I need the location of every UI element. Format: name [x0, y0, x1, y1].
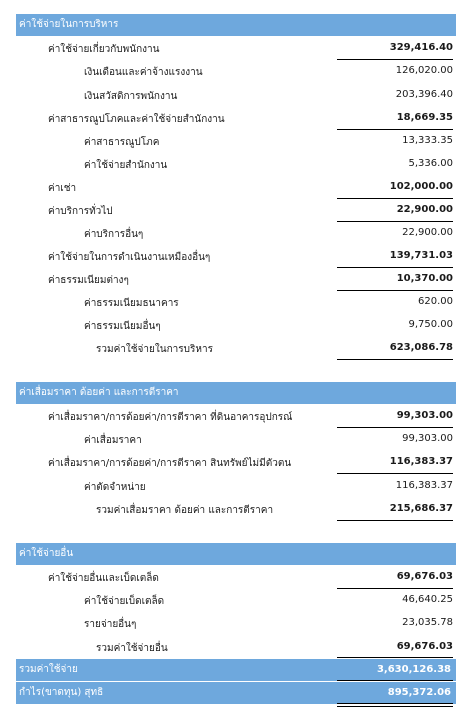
row-amount: 99,303.00 [402, 433, 453, 444]
row-misc [16, 566, 456, 589]
row-depreciation [16, 428, 456, 451]
row-salary [16, 60, 456, 83]
row-amount: 18,669.35 [396, 112, 453, 123]
row-amount: 46,640.25 [402, 594, 453, 605]
row-rent [16, 176, 456, 199]
net-profit-row [16, 682, 456, 704]
row-amount: 69,676.03 [396, 571, 453, 582]
row-amount: 139,731.03 [389, 250, 453, 261]
row-label: รวมค่าใช้จ่ายอื่น [96, 643, 168, 654]
row-label: ค่าธรรมเนียมต่างๆ [48, 275, 129, 286]
row-amount: 3,630,126.38 [376, 664, 451, 675]
row-general-service [16, 199, 456, 222]
section-header-admin [16, 14, 456, 36]
row-amount: 102,000.00 [389, 181, 453, 192]
row-label: เงินสวัสดิการพนักงาน [84, 91, 178, 102]
row-amount: 895,372.06 [387, 687, 451, 698]
row-label: ค่าสาธารณูปโภคและค่าใช้จ่ายสำนักงาน [48, 114, 225, 125]
row-label: ค่าธรรมเนียมอื่นๆ [84, 321, 161, 332]
row-misc-expense [16, 589, 456, 612]
row-label: ค่าเสื่อมราคา/การด้อยค่า/การตีราคา สินทรัพย์ไม่มีตัวตน [48, 458, 292, 469]
row-utilities-office [16, 107, 456, 130]
row-ppe-depreciation [16, 405, 456, 428]
row-amount: 9,750.00 [408, 319, 453, 330]
row-label: ค่าเสื่อมราคา/การด้อยค่า/การตีราคา ที่ดินอาคารอุปกรณ์ [48, 412, 293, 423]
row-other-operating [16, 245, 456, 268]
row-amount: 69,676.03 [396, 641, 453, 652]
row-amount: 22,900.00 [402, 227, 453, 238]
row-amount: 5,336.00 [408, 158, 453, 169]
row-label: เงินเดือนและค่าจ้างแรงงาน [84, 67, 203, 78]
row-label: ค่าบริการอื่นๆ [84, 229, 144, 240]
row-amortization [16, 475, 456, 498]
row-label: ค่าเช่า [48, 183, 77, 194]
row-other-total [16, 636, 456, 659]
row-other-fees [16, 314, 456, 337]
row-label: ค่าใช้จ่ายสำนักงาน [84, 160, 168, 171]
row-amount: 99,303.00 [396, 410, 453, 421]
section-title: ค่าเสื่อมราคา ด้อยค่า และการตีราคา [19, 387, 179, 398]
row-amount: 623,086.78 [389, 342, 453, 353]
row-other-service [16, 222, 456, 245]
row-label: ค่าสาธารณูปโภค [84, 137, 160, 148]
row-label: ค่าตัดจำหน่าย [84, 482, 146, 493]
row-label: ค่าใช้จ่ายเกี่ยวกับพนักงาน [48, 44, 160, 55]
row-intangible [16, 451, 456, 474]
row-fees [16, 268, 456, 291]
row-amount: 23,035.78 [402, 617, 453, 628]
row-amount: 215,686.37 [389, 503, 453, 514]
row-label: กำไร(ขาดทุน) สุทธิ [19, 687, 104, 698]
row-amount: 116,383.37 [389, 456, 453, 467]
section-header-depreciation [16, 382, 456, 404]
row-amount: 203,396.40 [395, 89, 453, 100]
row-label: ค่าใช้จ่ายเบ็ดเตล็ด [84, 596, 165, 607]
row-amount: 329,416.40 [389, 42, 453, 53]
row-label: รวมค่าใช้จ่ายในการบริหาร [96, 344, 213, 355]
total-expense-row [16, 659, 456, 681]
row-bank-fees [16, 291, 456, 314]
row-label: ค่าเสื่อมราคา [84, 435, 142, 446]
row-amount: 126,020.00 [395, 65, 453, 76]
row-employee-expense [16, 37, 456, 60]
row-amount: 620.00 [418, 296, 453, 307]
row-welfare [16, 84, 456, 107]
row-label: รายจ่ายอื่นๆ [84, 619, 137, 630]
row-label: ค่าบริการทั่วไป [48, 206, 113, 217]
row-amount: 116,383.37 [395, 480, 453, 491]
row-admin-total [16, 337, 456, 360]
section-title: ค่าใช้จ่ายอื่น [19, 548, 74, 559]
section-title: ค่าใช้จ่ายในการบริหาร [19, 19, 119, 30]
row-label: ค่าธรรมเนียมธนาคาร [84, 298, 179, 309]
row-office [16, 153, 456, 176]
row-label: ค่าใช้จ่ายในการดำเนินงานเหมืองอื่นๆ [48, 252, 211, 263]
row-other-expense [16, 612, 456, 635]
row-depreciation-total [16, 498, 456, 521]
row-label: รวมค่าเสื่อมราคา ด้อยค่า และการตีราคา [96, 505, 274, 516]
section-header-other [16, 543, 456, 565]
row-amount: 22,900.00 [396, 204, 453, 215]
row-label: รวมค่าใช้จ่าย [19, 664, 78, 675]
row-label: ค่าใช้จ่ายอื่นและเบ็ดเตล็ด [48, 573, 159, 584]
row-amount: 13,333.35 [402, 135, 453, 146]
row-amount: 10,370.00 [396, 273, 453, 284]
row-utilities [16, 130, 456, 153]
